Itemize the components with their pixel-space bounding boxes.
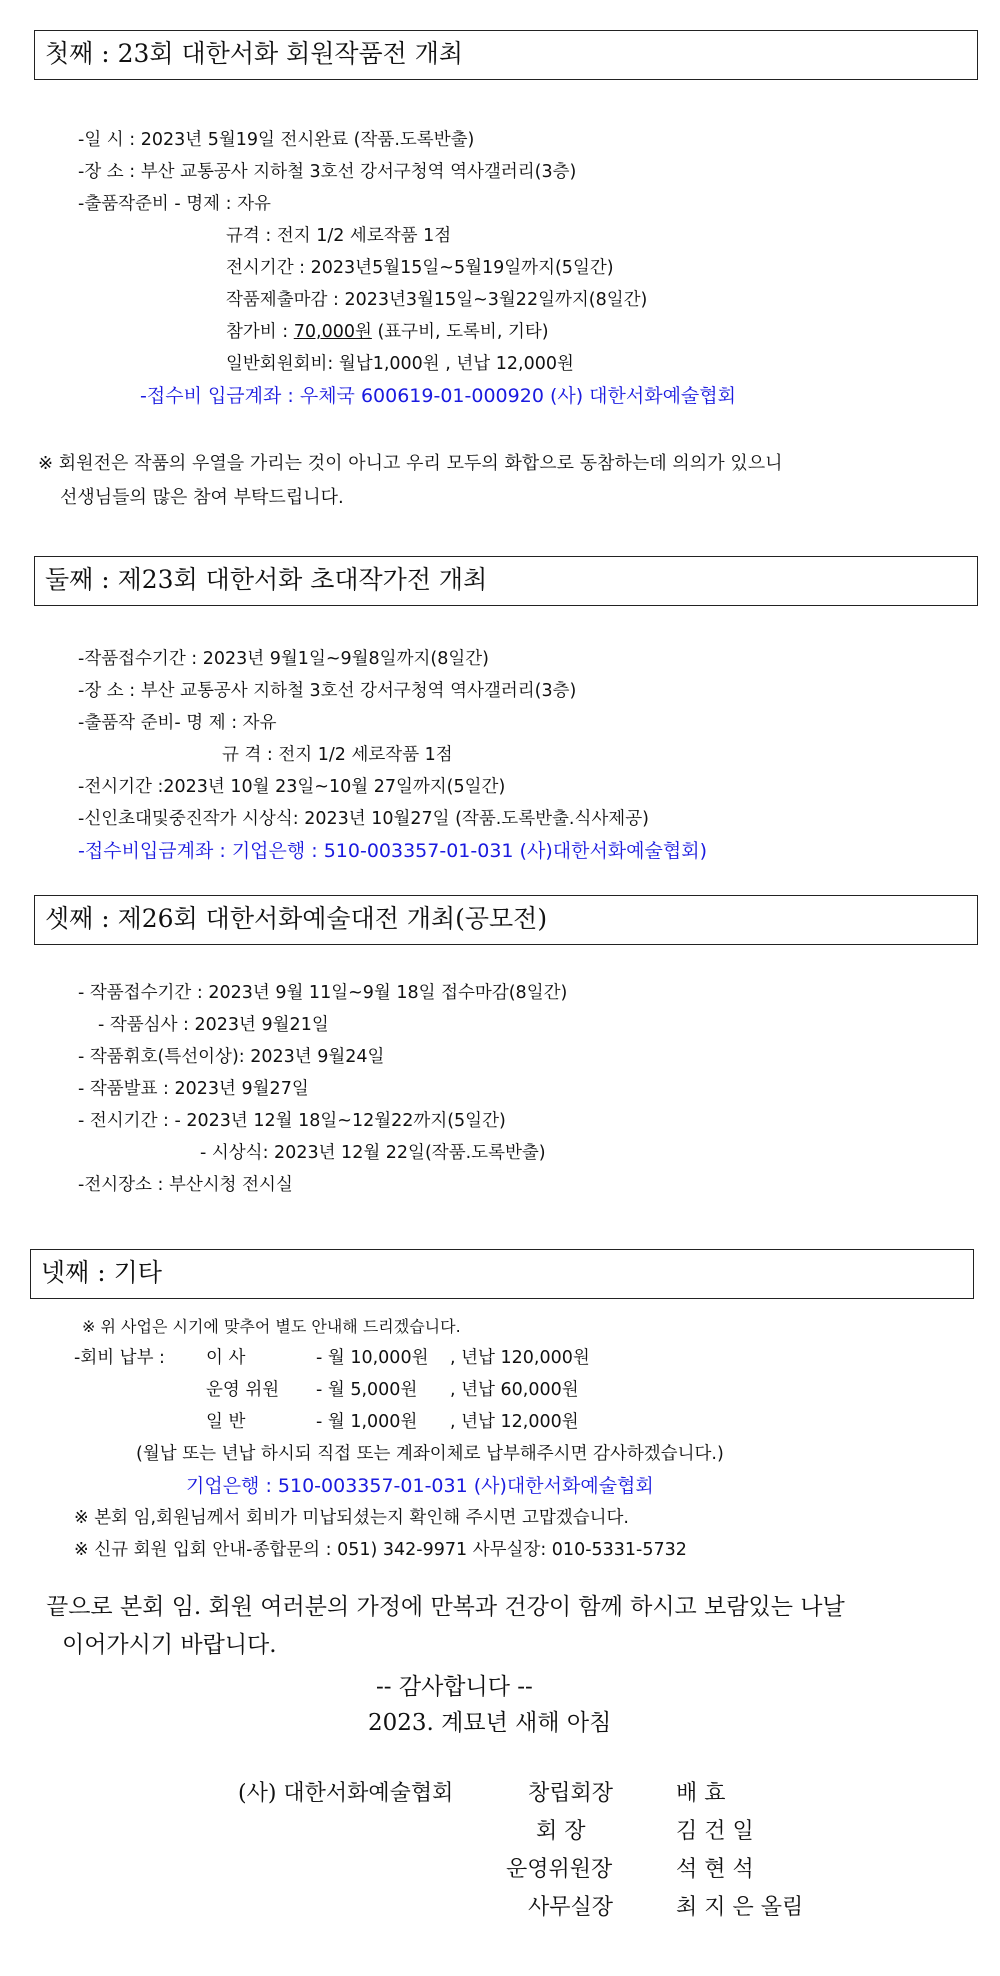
signature-name-4: 최 지 은 올림 [676, 1895, 804, 1920]
s4-bank: 기업은행 : 510-003357-01-031 (사)대한서화예술협회 [186, 1475, 654, 1497]
s1-place-value: 부산 교통공사 지하철 3호선 강서구청역 역사갤러리(3층) [140, 162, 577, 182]
section2-title: 둘째 : 제23회 대한서화 초대작가전 개최 [34, 556, 978, 606]
s1-fee-amount: 70,000원 [293, 322, 372, 342]
s4-dues-row-2-monthly: - 월 5,000원 [316, 1380, 418, 1400]
section4-title: 넷째 : 기타 [30, 1249, 974, 1299]
s1-date-value: 2023년 5월19일 전시완료 (작품.도록반출) [140, 130, 475, 150]
s4-dues-row-3-yearly: , 년납 12,000원 [450, 1412, 579, 1432]
s3-ceremony: - 시상식: 2023년 12월 22일(작품.도록반출) [200, 1143, 546, 1163]
s2-ceremony: -신인초대및중진작가 시상식: 2023년 10월27일 (작품.도록반출.식사제공) [78, 809, 649, 829]
s2-spec: 규 격 : 전지 1/2 세로작품 1점 [222, 745, 453, 765]
s4-check: ※ 본회 임,회원님께서 회비가 미납되셨는지 확인해 주시면 고맙겠습니다. [74, 1508, 629, 1528]
s1-note-line1: ※ 회원전은 작품의 우열을 가리는 것이 아니고 우리 모두의 화합으로 동참하는데 의의가 있으니 [38, 453, 783, 474]
s2-account: -접수비입금계좌 : 기업은행 : 510-003357-01-031 (사)대한서화예술협회) [78, 840, 707, 862]
s2-period: -전시기간 :2023년 10월 23일~10월 27일까지(5일간) [78, 777, 506, 797]
s1-date [78, 128, 474, 152]
s1-prep-label: -출품작준비 - [78, 194, 187, 214]
s4-dues-row-1-monthly: - 월 10,000원 [316, 1348, 429, 1368]
s4-dues-note: (월납 또는 년납 하시되 직접 또는 계좌이체로 납부해주시면 감사하겠습니다.) [136, 1444, 724, 1464]
closing-line2: 이어가시기 바랍니다. [62, 1632, 277, 1658]
s3-judging: - 작품심사 : 2023년 9월21일 [98, 1015, 329, 1035]
s3-venue: -전시장소 : 부산시청 전시실 [78, 1175, 293, 1195]
s2-prep: -출품작 준비- 명 제 : 자유 [78, 713, 277, 733]
section3-title: 셋째 : 제26회 대한서화예술대전 개최(공모전) [34, 895, 978, 945]
s1-member-fee: 일반회원회비: 월납1,000원 , 년납 12,000원 [226, 354, 574, 374]
s1-fee-detail: (표구비, 도록비, 기타) [371, 322, 549, 342]
s1-note-line2: 선생님들의 많은 참여 부탁드립니다. [60, 487, 344, 508]
s1-spec: 규격 : 전지 1/2 세로작품 1점 [226, 226, 452, 246]
closing-date: 2023. 계묘년 새해 아침 [368, 1710, 612, 1736]
signature-org: (사) 대한서화예술협회 [238, 1781, 454, 1806]
s4-contact: ※ 신규 회원 입회 안내-종합문의 : 051) 342-9971 사무실장: 010-5331-5732 [74, 1540, 687, 1560]
signature-title-1: 창립회장 [528, 1781, 614, 1806]
signature-name-3: 석 현 석 [676, 1857, 754, 1882]
s4-dues-row-3-who: 일 반 [206, 1412, 246, 1432]
s1-place-label: -장 소 : [78, 162, 141, 182]
signature-title-4: 사무실장 [528, 1895, 614, 1920]
s4-dues-row-1-yearly: , 년납 120,000원 [450, 1348, 590, 1368]
signature-name-2: 김 건 일 [676, 1819, 754, 1844]
s3-receipt: - 작품접수기간 : 2023년 9월 11일~9월 18일 접수마감(8일간) [78, 983, 568, 1003]
s1-account: -접수비 입금계좌 : 우체국 600619-01-000920 (사) 대한서화예술협회 [140, 385, 736, 407]
section1-title: 첫째 : 23회 대한서화 회원작품전 개최 [34, 30, 978, 80]
s3-period: - 전시기간 : - 2023년 12월 18일~12월22까지(5일간) [78, 1111, 506, 1131]
s1-prep-theme: 명제 : 자유 [186, 194, 271, 214]
s1-prep [78, 192, 271, 216]
s4-dues-row-1-who: 이 사 [206, 1348, 246, 1368]
s4-dues-row-2-who: 운영 위원 [206, 1380, 280, 1400]
s4-notice: ※ 위 사업은 시기에 맞추어 별도 안내해 드리겠습니다. [82, 1317, 461, 1336]
s1-date-label: -일 시 : [78, 130, 141, 150]
s4-dues-label: -회비 납부 : [74, 1348, 165, 1368]
s3-announce: - 작품발표 : 2023년 9월27일 [78, 1079, 309, 1099]
s2-place: -장 소 : 부산 교통공사 지하철 3호선 강서구청역 역사갤러리(3층) [78, 681, 577, 701]
closing-thanks: -- 감사합니다 -- [376, 1674, 533, 1700]
s2-receipt: -작품접수기간 : 2023년 9월1일~9월8일까지(8일간) [78, 649, 489, 669]
s3-calligraphy: - 작품휘호(특선이상): 2023년 9월24일 [78, 1047, 385, 1067]
s1-fee-label: 참가비 : [226, 322, 294, 342]
s4-dues-row-3-monthly: - 월 1,000원 [316, 1412, 418, 1432]
signature-name-1: 배 효 [676, 1781, 726, 1806]
closing-line1: 끝으로 본회 임. 회원 여러분의 가정에 만복과 건강이 함께 하시고 보람있는 나날 [46, 1594, 845, 1620]
s1-fee [226, 320, 549, 344]
signature-title-3: 운영위원장 [506, 1857, 613, 1882]
s4-dues-row-2-yearly: , 년납 60,000원 [450, 1380, 579, 1400]
s1-period: 전시기간 : 2023년5월15일~5월19일까지(5일간) [226, 258, 614, 278]
s1-deadline: 작품제출마감 : 2023년3월15일~3월22일까지(8일간) [226, 290, 648, 310]
signature-title-2: 회 장 [536, 1819, 586, 1844]
s1-place [78, 160, 576, 184]
